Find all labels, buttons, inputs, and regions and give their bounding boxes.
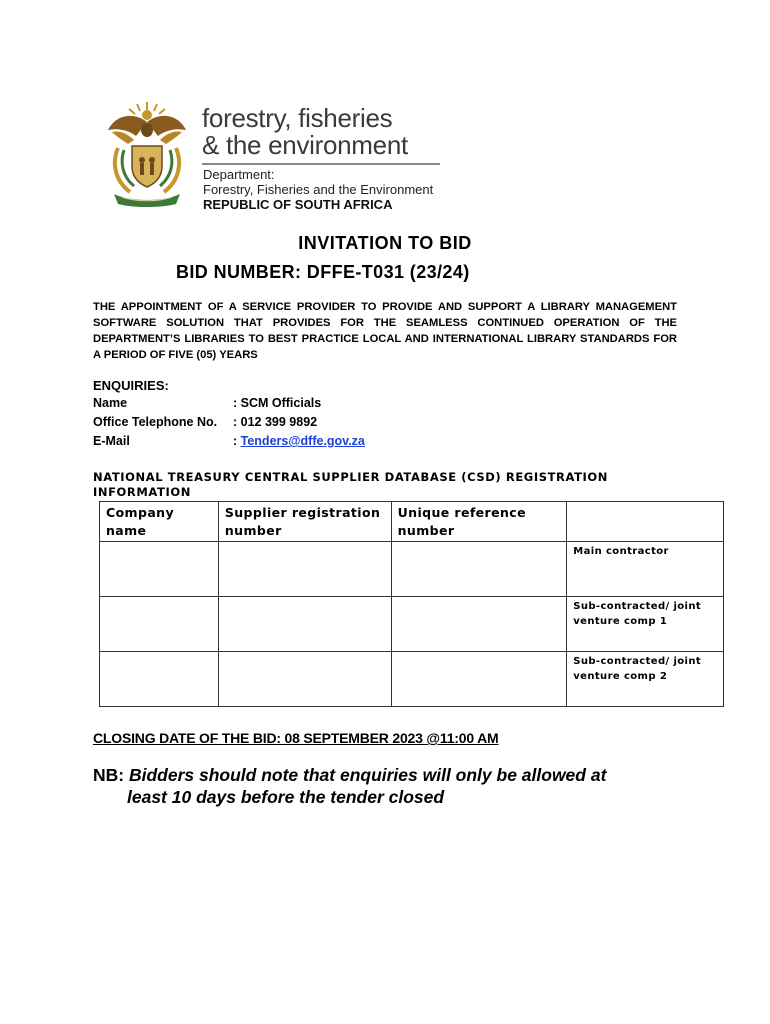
email-link[interactable]: Tenders@dffe.gov.za — [240, 434, 365, 448]
csd-heading-line2: INFORMATION — [93, 485, 191, 499]
company-name-cell[interactable] — [100, 542, 219, 597]
nb-text-line1: Bidders should note that enquiries will only be allowed at — [128, 765, 607, 785]
enquiries-heading: ENQUIRIES: — [93, 378, 169, 393]
enquiry-value: : SCM Officials — [233, 396, 322, 410]
supplier-registration-cell[interactable] — [218, 597, 391, 652]
column-header-role — [567, 502, 724, 542]
table-row — [100, 597, 724, 652]
row-role-label: Sub-contracted/ joint venture comp 1 — [567, 597, 724, 652]
enquiry-label: Office Telephone No. — [93, 415, 218, 429]
company-name-cell[interactable] — [100, 652, 219, 707]
table-header-row — [100, 502, 724, 542]
unique-reference-cell[interactable] — [391, 652, 567, 707]
supplier-registration-cell[interactable] — [218, 542, 391, 597]
csd-heading-line1: NATIONAL TREASURY CENTRAL SUPPLIER DATABASE (CSD) REGISTRATION — [93, 470, 609, 484]
department-name: Forestry, Fisheries and the Environment — [203, 182, 434, 197]
email-prefix: : — [233, 434, 241, 448]
bid-description: THE APPOINTMENT OF A SERVICE PROVIDER TO PROVIDE AND SUPPORT A LIBRARY MANAGEMENT SOFTWARE SOLUTION THAT PROVIDES FOR THE SEAMLESS CONTINUED OPERATION OF THE DEPARTMENT’S LIBRARIES TO BEST PRACTICE LOCAL AND INTERNATIONAL LIBRARY STANDARDS FOR A PERIOD OF FIVE (05) YEARS — [93, 301, 677, 361]
nb-note — [93, 764, 606, 787]
brand-divider — [202, 163, 440, 165]
bid-number: BID NUMBER: DFFE-T031 (23/24) — [176, 262, 470, 282]
enquiry-value: : 012 399 9892 — [233, 415, 318, 429]
unique-reference-cell[interactable] — [391, 597, 567, 652]
column-header-unique-reference: Unique reference number — [391, 502, 567, 542]
document-title: INVITATION TO BID — [298, 233, 472, 253]
closing-date: CLOSING DATE OF THE BID: 08 SEPTEMBER 2023 @11:00 AM — [93, 730, 499, 746]
enquiry-value — [233, 434, 365, 448]
brand-name-line1: forestry, fisheries — [202, 103, 393, 133]
enquiry-label: Name — [93, 396, 128, 410]
table-row — [100, 652, 724, 707]
unique-reference-cell[interactable] — [391, 542, 567, 597]
nb-prefix: NB: — [93, 765, 125, 785]
supplier-registration-cell[interactable] — [218, 652, 391, 707]
column-header-supplier-registration: Supplier registration number — [218, 502, 391, 542]
table-row — [100, 542, 724, 597]
nb-text-line2: least 10 days before the tender closed — [127, 787, 445, 807]
row-role-label: Sub-contracted/ joint venture comp 2 — [567, 652, 724, 707]
csd-registration-table — [99, 501, 724, 707]
coat-of-arms-icon — [104, 100, 190, 208]
column-header-company-name: Company name — [100, 502, 219, 542]
csd-heading — [93, 470, 693, 500]
department-label: Department: — [203, 167, 275, 182]
row-role-label: Main contractor — [567, 542, 724, 597]
enquiry-label: E-Mail — [93, 434, 130, 448]
company-name-cell[interactable] — [100, 597, 219, 652]
brand-name-line2: & the environment — [202, 130, 408, 160]
country-name: REPUBLIC OF SOUTH AFRICA — [203, 197, 393, 212]
